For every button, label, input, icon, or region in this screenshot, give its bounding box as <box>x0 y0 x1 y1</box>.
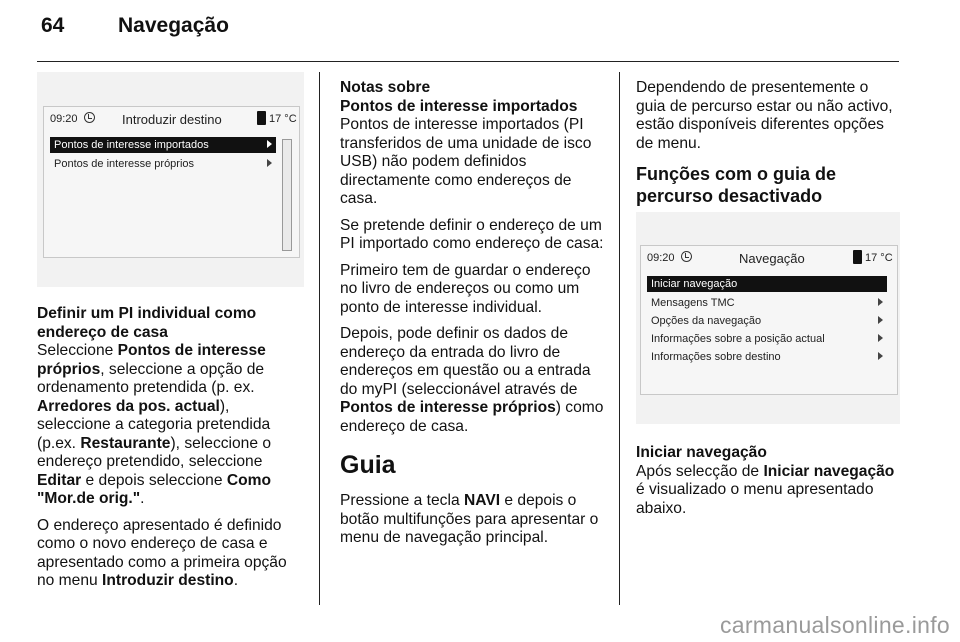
column-2-text: Notas sobre Pontos de interesse importados Pontos de interesse importados (PI transferidos de uma unidade de isco USB) não podem definidos directamente como endereços de casa. Se pretende definir o endereço de um PI importado como endereço de casa: Primeiro tem de guardar o endereço no livro de endereços ou como um ponto de interesse individual. Depois, pode definir os dados de endereço da entrada do livro de endereços em questão ou a entrada do myPI (seleccionável através de Pontos de interesse próprios) como endereço de casa. Guia Pressione a tecla NAVI e depois o botão multifunções para apresentar o menu de navegação principal. <box>340 79 604 546</box>
screen-image-navegacao <box>636 212 900 424</box>
menu-item-info-destino[interactable]: Informações sobre destino <box>647 349 887 365</box>
column-1-text: Definir um PI individual como endereço de casa Seleccione Pontos de interesse próprios, seleccione a opção de ordenamento pretendida (p. ex. Arredores da pos. actual), seleccione a categoria pretendida (p.ex. Restaurante), seleccione o endereço pretendido, seleccione Editar e depois seleccione Como "Mor.de orig.". O endereço apresentado é definido como o novo endereço de casa e apresentado como a primeira opção no menu Introduzir destino. <box>37 305 307 599</box>
note-heading-2: Pontos de interesse importados <box>340 97 578 115</box>
screen-time: 09:20 <box>647 252 675 264</box>
chevron-right-icon <box>878 316 883 324</box>
clock-icon <box>681 251 692 262</box>
section-title-guia: Guia <box>340 451 396 479</box>
column-divider-1 <box>319 72 320 605</box>
clock-icon <box>84 112 95 123</box>
screen-title: Introduzir destino <box>122 112 222 127</box>
phone-icon <box>853 250 862 264</box>
column-3-intro: Dependendo de presentemente o guia de percurso estar ou não activo, estão disponíveis diferentes opções de menu. Funções com o guia de percurso desactivado <box>636 79 901 207</box>
screen-title: Navegação <box>739 251 805 266</box>
menu-item-info-posicao[interactable]: Informações sobre a posição actual <box>647 331 887 347</box>
scrollbar[interactable] <box>282 139 292 251</box>
chevron-right-icon <box>878 298 883 306</box>
chevron-right-icon <box>267 159 272 167</box>
chevron-right-icon <box>878 334 883 342</box>
chevron-right-icon <box>878 352 883 360</box>
screen-time: 09:20 <box>50 113 78 125</box>
section-heading-definir-pi: Definir um PI individual como endereço de casa <box>37 305 257 341</box>
watermark: carmanualsonline.info <box>719 612 950 638</box>
menu-item-mensagens-tmc[interactable]: Mensagens TMC <box>647 295 887 311</box>
screen-temperature: 17 °C <box>269 113 297 125</box>
screen-temperature: 17 °C <box>865 252 893 264</box>
sub-heading-iniciar-navegacao: Iniciar navegação <box>636 444 767 461</box>
menu-item-iniciar-navegacao[interactable]: Iniciar navegação <box>647 276 887 292</box>
page-number: 64 <box>41 14 65 37</box>
page-title: Navegação <box>118 14 229 37</box>
chevron-right-icon <box>267 140 272 148</box>
column-divider-2 <box>619 72 620 605</box>
section-heading-funcoes: Funções com o guia de percurso desactivado <box>636 164 837 206</box>
screen-image-introduzir-destino <box>37 72 304 287</box>
menu-item-opcoes-navegacao[interactable]: Opções da navegação <box>647 313 887 329</box>
note-heading-1: Notas sobre <box>340 79 431 96</box>
phone-icon <box>257 111 266 125</box>
header-rule <box>37 61 899 62</box>
column-3-text: Iniciar navegação Após selecção de Iniciar navegação é visualizado o menu apresentado abaixo. <box>636 444 901 526</box>
menu-item-pontos-proprios[interactable]: Pontos de interesse próprios <box>50 156 276 172</box>
menu-item-pontos-importados[interactable]: Pontos de interesse importados <box>50 137 276 153</box>
